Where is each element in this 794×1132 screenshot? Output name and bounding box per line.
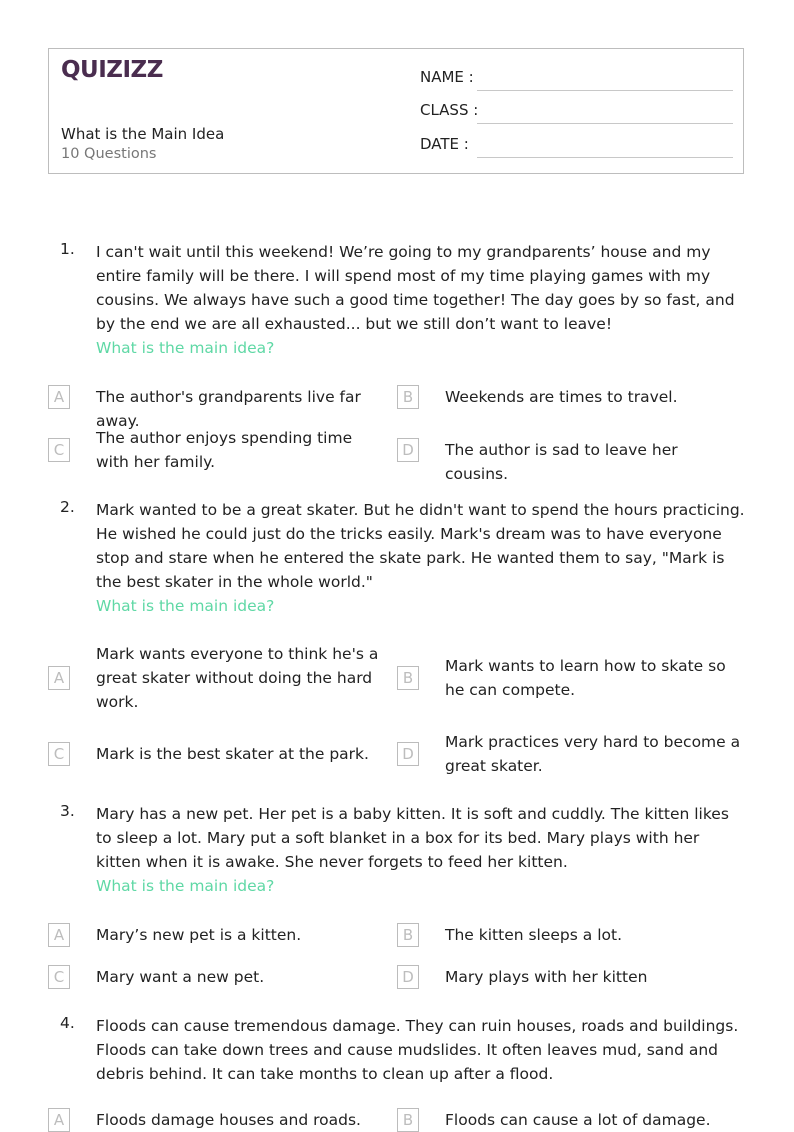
option-d-text: The author is sad to leave her cousins. — [445, 441, 678, 483]
date-line[interactable] — [477, 157, 733, 158]
name-line[interactable] — [477, 90, 733, 91]
option-d-text: Mary plays with her kitten — [445, 968, 648, 986]
option-d-box[interactable]: D — [397, 742, 419, 766]
option-b-box[interactable]: B — [397, 1108, 419, 1132]
question-number: 4. — [60, 1014, 75, 1032]
option-a-box[interactable]: A — [48, 666, 70, 690]
option-d-box[interactable]: D — [397, 438, 419, 462]
option-c-box[interactable]: C — [48, 438, 70, 462]
option-a-box[interactable]: A — [48, 1108, 70, 1132]
question-count: 10 Questions — [61, 146, 157, 162]
date-label: DATE : — [420, 135, 469, 153]
option-b-box[interactable]: B — [397, 666, 419, 690]
option-a-text: Mark wants everyone to think he's a great skater without doing the hard work. — [96, 645, 379, 711]
question-prompt: What is the main idea? — [96, 597, 275, 615]
question-number: 2. — [60, 498, 75, 516]
option-b-text: Weekends are times to travel. — [445, 388, 678, 406]
date-field[interactable] — [420, 132, 733, 158]
question-prompt: What is the main idea? — [96, 339, 275, 357]
question-passage: Floods can cause tremendous damage. They can ruin houses, roads and buildings. Floods can take down trees and cause mudslides. It often leaves mud, sand and debris behind. It can take months to clean up after a flood. — [96, 1017, 739, 1083]
option-c-text: Mark is the best skater at the park. — [96, 745, 369, 763]
question-prompt: What is the main idea? — [96, 877, 275, 895]
class-field[interactable] — [420, 98, 733, 124]
question-passage: I can't wait until this weekend! We’re going to my grandparents’ house and my entire family will be there. I will spend most of my time playing games with my cousins. We always have such a good time together! The day goes by so fast, and by the end we are all exhausted... but we still don’t want to leave! — [96, 243, 735, 333]
option-c-text: Mary want a new pet. — [96, 968, 265, 986]
option-b-text: Mark wants to learn how to skate so he can compete. — [445, 657, 726, 699]
option-a-box[interactable]: A — [48, 385, 70, 409]
worksheet-title: What is the Main Idea — [61, 125, 225, 143]
question-passage: Mary has a new pet. Her pet is a baby kitten. It is soft and cuddly. The kitten likes to sleep a lot. Mary put a soft blanket in a box for its bed. Mary plays with her kitten when it is awake. She never forgets to feed her kitten. — [96, 805, 729, 871]
question-passage: Mark wanted to be a great skater. But he didn't want to spend the hours practicing. He wished he could just do the tricks easily. Mark's dream was to have everyone stop and stare when he entered the skate park. He wanted them to say, "Mark is the best skater in the whole world." — [96, 501, 745, 591]
option-b-box[interactable]: B — [397, 923, 419, 947]
option-c-box[interactable]: C — [48, 742, 70, 766]
name-label: NAME : — [420, 68, 474, 86]
worksheet-header — [48, 48, 744, 174]
option-c-text: The author enjoys spending time with her family. — [96, 429, 353, 471]
option-d-box[interactable]: D — [397, 965, 419, 989]
option-a-text: Mary’s new pet is a kitten. — [96, 926, 302, 944]
option-b-text: Floods can cause a lot of damage. — [445, 1111, 711, 1129]
option-c-box[interactable]: C — [48, 965, 70, 989]
option-a-box[interactable]: A — [48, 923, 70, 947]
option-a-text: The author's grandparents live far away. — [96, 388, 361, 430]
option-b-text: The kitten sleeps a lot. — [445, 926, 622, 944]
name-field[interactable] — [420, 65, 733, 91]
class-line[interactable] — [477, 123, 733, 124]
quizizz-logo: QUIZIZZ — [61, 57, 163, 83]
option-a-text: Floods damage houses and roads. — [96, 1111, 361, 1129]
option-d-text: Mark practices very hard to become a great skater. — [445, 733, 741, 775]
option-b-box[interactable]: B — [397, 385, 419, 409]
question-number: 1. — [60, 240, 75, 258]
class-label: CLASS : — [420, 101, 479, 119]
question-number: 3. — [60, 802, 75, 820]
